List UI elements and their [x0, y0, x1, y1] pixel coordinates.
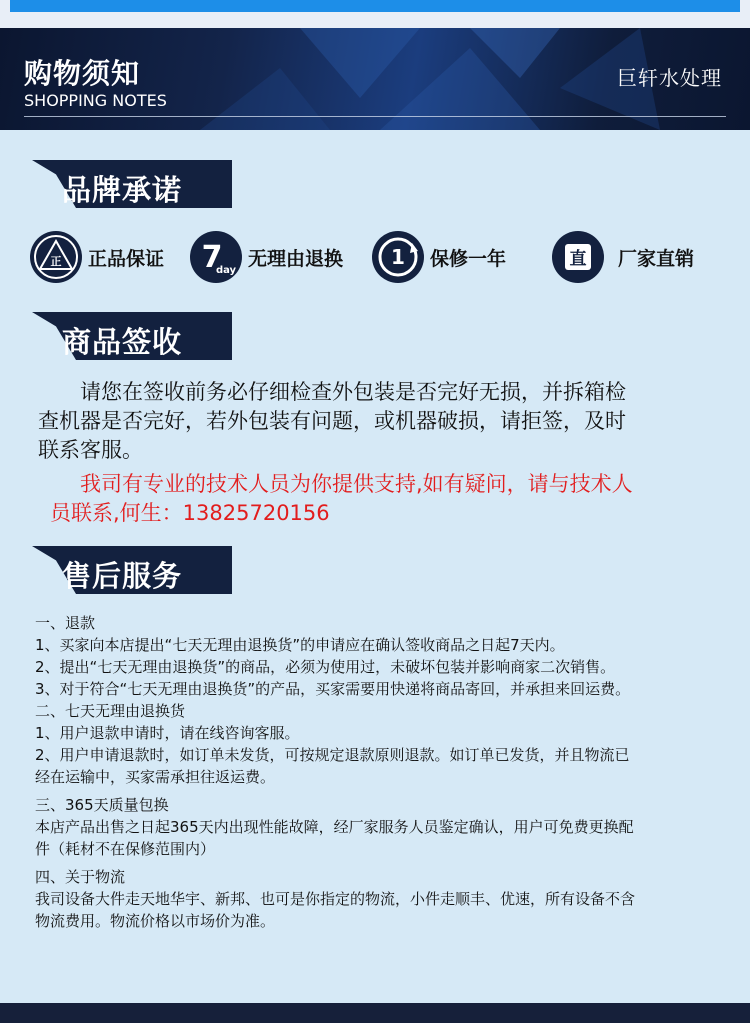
svg-text:day: day: [215, 265, 237, 276]
brand-name: 巨轩水处理: [617, 66, 722, 90]
policy-line: 我司设备大件走天地华宇、新邦、也可是你指定的物流，小件走顺丰、优速，所有设备不含: [35, 890, 636, 908]
receipt-line: 查机器是否完好，若外包装有问题，或机器破损，请拒签，及时: [38, 409, 626, 433]
genuine-badge-icon: [30, 231, 82, 283]
bottom-bar: [0, 1003, 750, 1023]
policy-heading: 三、365天质量包换: [35, 796, 169, 814]
svg-text:7: 7: [201, 240, 223, 275]
policy-heading: 一、退款: [35, 614, 96, 632]
header-divider: [24, 116, 726, 117]
support-contact: [50, 470, 720, 528]
policy-line: 经在运输中，买家需承担往返运费。: [35, 768, 276, 786]
promise-genuine: [30, 232, 164, 282]
page-title: 购物须知: [24, 57, 141, 90]
svg-text:1: 1: [391, 245, 405, 269]
page-subtitle: SHOPPING NOTES: [24, 91, 167, 110]
section-heading-label: 售后服务: [62, 559, 183, 593]
receipt-line: 联系客服。: [38, 438, 143, 462]
policy-line: 1、用户退款申请时，请在线咨询客服。: [35, 724, 300, 742]
receipt-instructions: [38, 378, 718, 465]
promise-label: 正品保证: [88, 247, 165, 270]
promise-label: 厂家直销: [618, 247, 695, 270]
policy-line: 2、用户申请退款时，如订单未发货，可按规定退款原则退款。如订单已发货，并且物流已: [35, 746, 630, 764]
promise-label: 无理由退换: [248, 247, 344, 270]
direct-sale-icon: [552, 231, 604, 283]
promise-direct-sale: [552, 232, 694, 282]
svg-text:直: 直: [569, 249, 587, 269]
promise-one-year: [372, 232, 506, 282]
support-line: 员联系,何生：13825720156: [50, 501, 330, 525]
top-accent-bar: [10, 0, 740, 12]
shopping-notes-banner: [0, 28, 750, 130]
policy-line: 1、买家向本店提出“七天无理由退换货”的申请应在确认签收商品之日起7天内。: [35, 636, 565, 654]
policy-line: 2、提出“七天无理由退换货”的商品，必须为使用过，未破坏包装并影响商家二次销售。: [35, 658, 616, 676]
section-heading-receipt: [32, 312, 232, 360]
after-sales-policy: [35, 612, 735, 932]
top-stripe: [0, 0, 750, 28]
promise-seven-day: [190, 232, 343, 282]
section-heading-brand-promise: [32, 160, 232, 208]
policy-line: 物流费用。物流价格以市场价为准。: [35, 912, 276, 930]
receipt-line: 请您在签收前务必仔细检查外包装是否完好无损，并拆箱检: [80, 380, 626, 404]
section-heading-after-sales: [32, 546, 232, 594]
support-line: 我司有专业的技术人员为你提供支持,如有疑问，请与技术人: [80, 472, 633, 496]
policy-heading: 四、关于物流: [35, 868, 126, 886]
policy-line: 本店产品出售之日起365天内出现性能故障，经厂家服务人员鉴定确认，用户可免费更换配: [35, 818, 634, 836]
section-heading-label: 品牌承诺: [62, 173, 183, 207]
section-heading-label: 商品签收: [62, 325, 183, 359]
one-year-icon: [372, 231, 424, 283]
policy-line: 件（耗材不在保修范围内）: [35, 840, 216, 858]
seven-day-icon: [190, 231, 242, 283]
promise-label: 保修一年: [430, 247, 507, 270]
policy-heading: 二、七天无理由退换货: [35, 702, 186, 720]
policy-line: 3、对于符合“七天无理由退换货”的产品，买家需要用快递将商品寄回，并承担来回运费。: [35, 680, 631, 698]
svg-text:正: 正: [50, 255, 62, 268]
